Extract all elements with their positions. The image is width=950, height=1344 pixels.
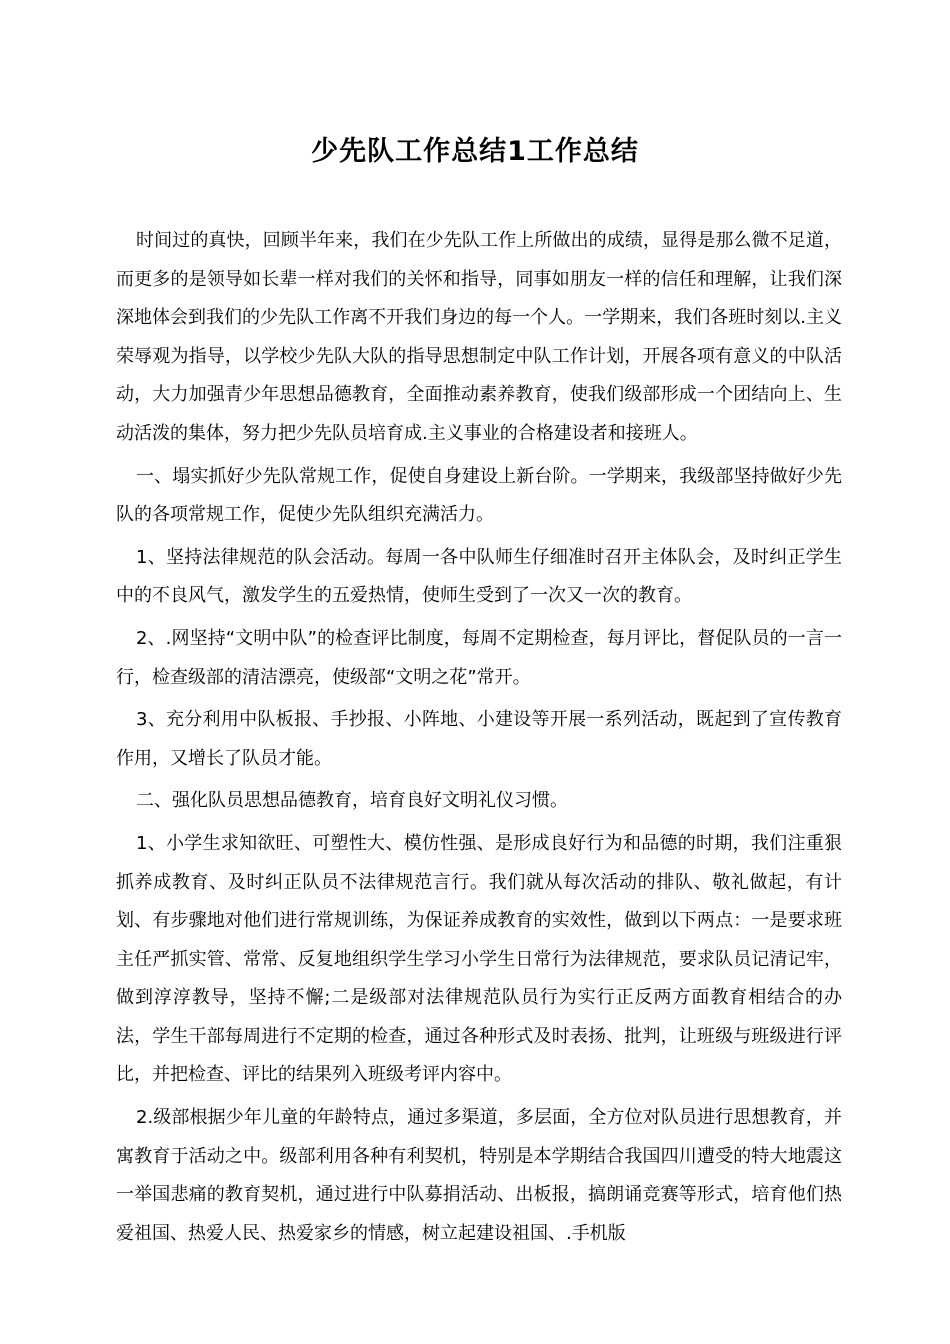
- paragraph-item-2-2: 2.级部根据少年儿童的年龄特点，通过多渠道，多层面，全方位对队员进行思想教育，并寓教育于活动之中。级部利用各种有利契机，特别是本学期结合我国四川遭受的特大地震这一举国悲痛的教育契机，通过进行中队募捐活动、出板报，搞朗诵竞赛等形式，培育他们热爱祖国、热爱人民、热爱家乡的情感，树立起建设祖国、.手机版: [116, 1107, 842, 1244]
- paragraph-item-1-1: 1、坚持法律规范的队会活动。每周一各中队师生仔细准时召开主体队会，及时纠正学生中的不良风气，激发学生的五爱热情，使师生受到了一次又一次的教育。: [116, 546, 842, 607]
- paragraph-item-2-1: 1、小学生求知欲旺、可塑性大、模仿性强、是形成良好行为和品德的时期，我们注重狠抓养成教育、及时纠正队员不法律规范言行。我们就从每次活动的排队、敬礼做起，有计划、有步骤地对他们进行常规训练，为保证养成教育的实效性，做到以下两点：一是要求班主任严抓实管、常常、反复地组织学生学习小学生日常行为法律规范，要求队员记清记牢，做到淳淳教导，坚持不懈;二是级部对法律规范队员行为实行正反两方面教育相结合的办法，学生干部每周进行不定期的检查，通过各种形式及时表扬、批判，让班级与班级进行评比，并把检查、评比的结果列入班级考评内容中。: [116, 832, 842, 1086]
- paragraph-item-1-3: 3、充分利用中队板报、手抄报、小阵地、小建设等开展一系列活动，既起到了宣传教育作用，又增长了队员才能。: [116, 709, 842, 769]
- paragraph-section-1: 一、塌实抓好少先队常规工作，促使自身建设上新台阶。一学期来，我级部坚持做好少先队的各项常规工作，促使少先队组织充满活力。: [116, 465, 842, 526]
- document-title: 少先队工作总结1工作总结: [311, 136, 639, 167]
- paragraph-intro: 时间过的真快，回顾半年来，我们在少先队工作上所做出的成绩，显得是那么微不足道，而更多的是领导如长辈一样对我们的关怀和指导，同事如朋友一样的信任和理解，让我们深深地体会到我们的少先队工作离不开我们身边的每一个人。一学期来，我们各班时刻以.主义荣辱观为指导，以学校少先队大队的指导思想制定中队工作计划，开展各项有意义的中队活动，大力加强青少年思想品德教育，全面推动素养教育，使我们级部形成一个团结向上、生动活泼的集体，努力把少先队员培育成.主义事业的合格建设者和接班人。: [116, 230, 842, 444]
- paragraph-item-1-2: 2、.网坚持“文明中队”的检查评比制度，每周不定期检查，每月评比，督促队员的一言一行，检查级部的清洁漂亮，使级部“文明之花”常开。: [116, 627, 842, 688]
- paragraph-section-2: 二、强化队员思想品德教育，培育良好文明礼仪习惯。: [136, 790, 568, 812]
- document-body: [116, 222, 842, 1257]
